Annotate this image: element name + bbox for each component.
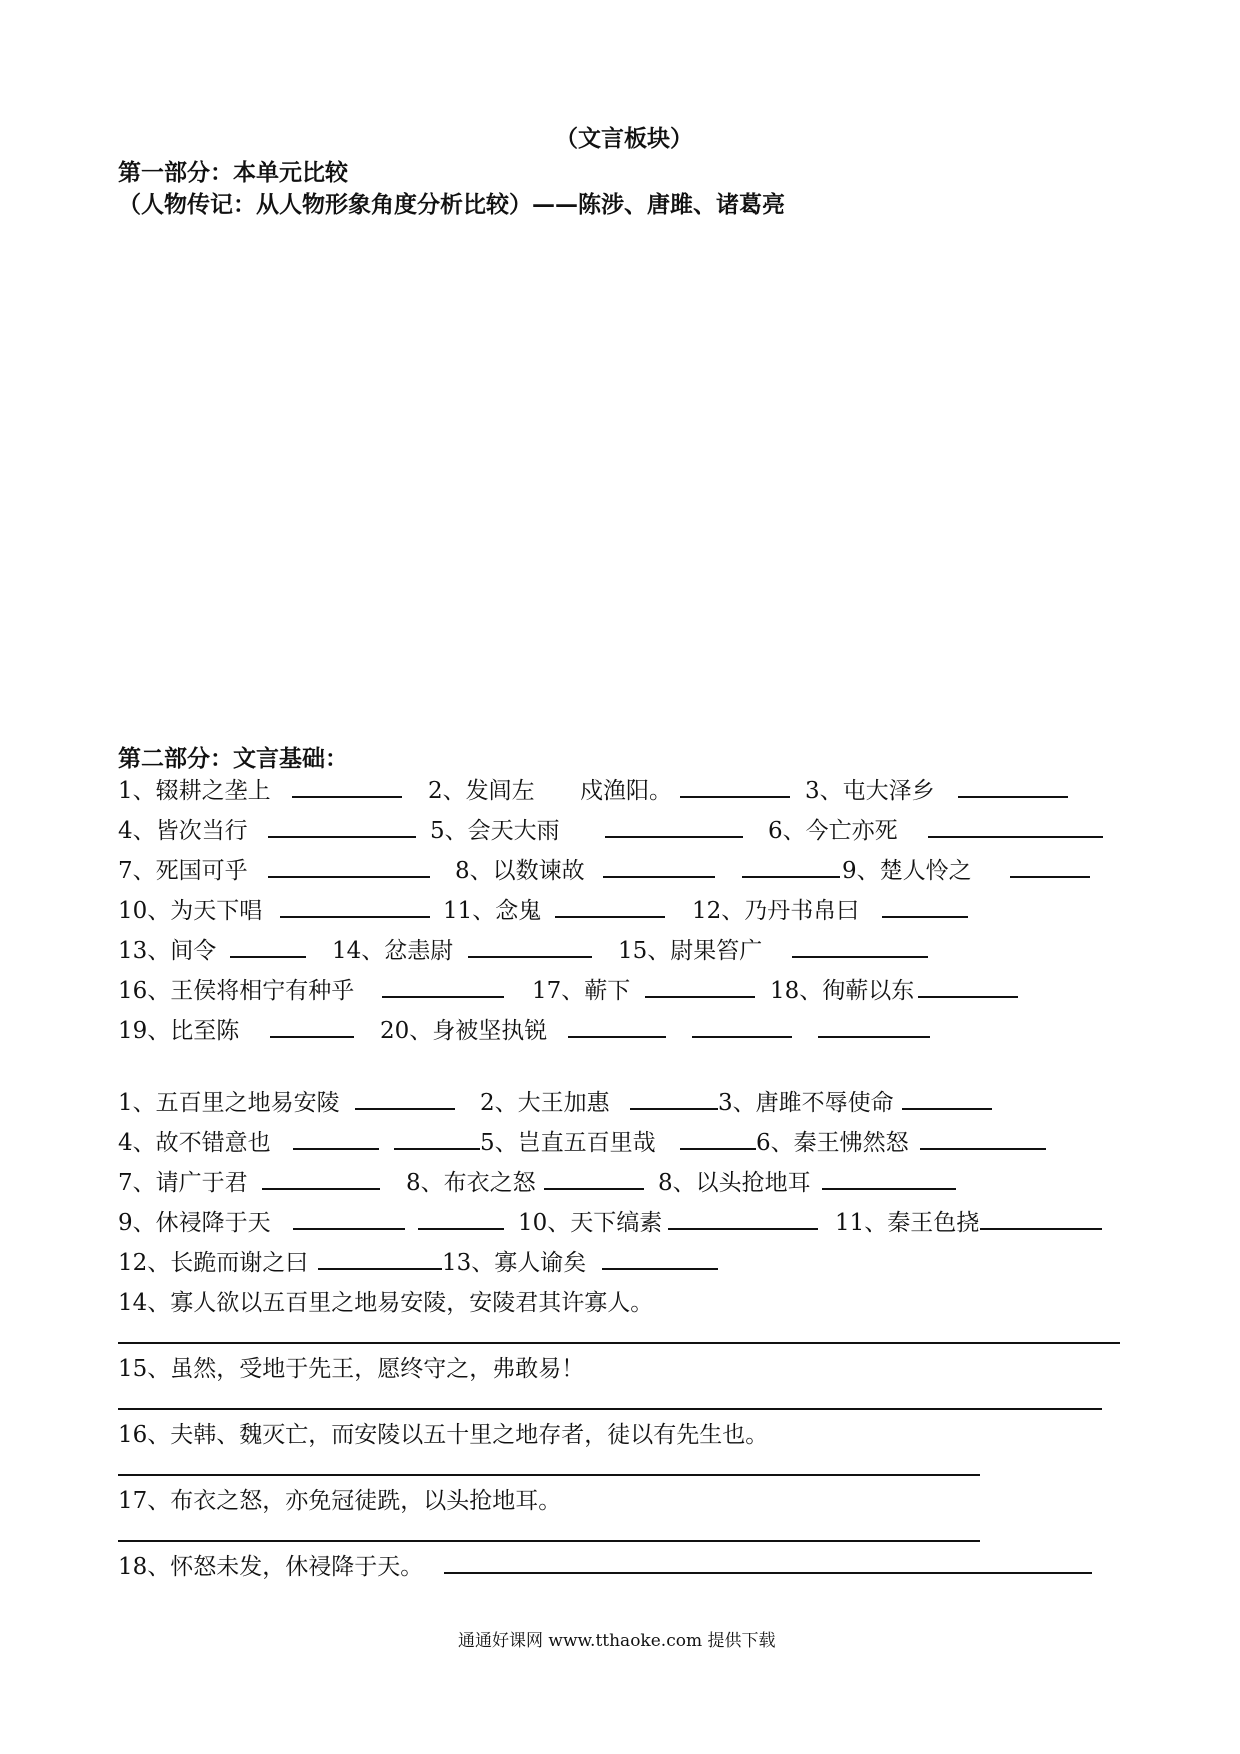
answer-blank[interactable] — [980, 1228, 1102, 1230]
answer-blank[interactable] — [668, 1228, 818, 1230]
answer-blank[interactable] — [568, 1036, 666, 1038]
answer-blank[interactable] — [1010, 876, 1090, 878]
vocab-item: 18、徇蕲以东 — [770, 978, 915, 1004]
vocab-item: 4、皆次当行 — [118, 818, 248, 844]
vocab-item: 10、天下缟素 — [518, 1210, 663, 1236]
vocab-item: 5、岂直五百里哉 — [480, 1130, 656, 1156]
footer-text: 通通好课网 www.tthaoke.com 提供下载 — [458, 1631, 776, 1651]
vocab-item: 11、念鬼 — [443, 898, 542, 924]
answer-blank[interactable] — [318, 1268, 442, 1270]
vocab-item: 3、唐雎不辱使命 — [718, 1090, 894, 1116]
translation-item: 14、寡人欲以五百里之地易安陵，安陵君其许寡人。 — [118, 1290, 654, 1316]
vocab-item: 1、辍耕之垄上 — [118, 778, 271, 804]
vocab-item: 8、以数谏故 — [455, 858, 585, 884]
vocab-item: 5、会天大雨 — [430, 818, 560, 844]
answer-blank[interactable] — [680, 1148, 756, 1150]
vocab-item: 戍渔阳。 — [580, 778, 672, 804]
vocab-item: 9、休祲降于天 — [118, 1210, 271, 1236]
vocab-item: 15、尉果笞广 — [618, 938, 763, 964]
answer-blank[interactable] — [292, 796, 402, 798]
answer-blank[interactable] — [630, 1108, 718, 1110]
vocab-item: 17、蕲下 — [532, 978, 631, 1004]
answer-blank[interactable] — [882, 916, 968, 918]
answer-blank[interactable] — [394, 1148, 480, 1150]
vocab-item: 8、布衣之怒 — [406, 1170, 536, 1196]
answer-blank[interactable] — [742, 876, 840, 878]
vocab-item: 2、大王加惠 — [480, 1090, 610, 1116]
answer-blank[interactable] — [605, 836, 743, 838]
vocab-item: 2、发闾左 — [428, 778, 535, 804]
answer-blank[interactable] — [262, 1188, 380, 1190]
vocab-item: 9、楚人怜之 — [842, 858, 972, 884]
translation-item: 17、布衣之怒，亦免冠徒跣，以头抢地耳。 — [118, 1488, 562, 1514]
vocab-item: 3、屯大泽乡 — [805, 778, 935, 804]
answer-blank[interactable] — [555, 916, 665, 918]
vocab-item: 13、寡人谕矣 — [442, 1250, 587, 1276]
answer-blank[interactable] — [818, 1036, 930, 1038]
translation-blank[interactable] — [118, 1408, 1102, 1410]
answer-blank[interactable] — [230, 956, 306, 958]
translation-item: 18、怀怒未发，休祲降于天。 — [118, 1554, 424, 1580]
translation-blank[interactable] — [444, 1572, 1092, 1574]
answer-blank[interactable] — [603, 876, 715, 878]
vocab-item: 13、间令 — [118, 938, 217, 964]
answer-blank[interactable] — [920, 1148, 1046, 1150]
answer-blank[interactable] — [544, 1188, 644, 1190]
translation-blank[interactable] — [118, 1540, 980, 1542]
vocab-item: 10、为天下唱 — [118, 898, 263, 924]
translation-item: 16、夫韩、魏灭亡，而安陵以五十里之地存者，徒以有先生也。 — [118, 1422, 769, 1448]
vocab-item: 4、故不错意也 — [118, 1130, 271, 1156]
vocab-item: 6、秦王怫然怒 — [756, 1130, 909, 1156]
answer-blank[interactable] — [468, 956, 592, 958]
answer-blank[interactable] — [270, 1036, 354, 1038]
answer-blank[interactable] — [680, 796, 790, 798]
vocab-item: 20、身被坚执锐 — [380, 1018, 548, 1044]
answer-blank[interactable] — [902, 1108, 992, 1110]
part2-heading: 第二部分：文言基础： — [118, 745, 348, 772]
vocab-item: 12、乃丹书帛曰 — [692, 898, 860, 924]
part1-heading: 第一部分：本单元比较 — [118, 159, 348, 186]
answer-blank[interactable] — [355, 1108, 455, 1110]
section-title: （文言板块） — [555, 125, 693, 152]
vocab-item: 14、忿恚尉 — [332, 938, 454, 964]
vocab-item: 8、以头抢地耳 — [658, 1170, 811, 1196]
part1-subheading: （人物传记：从人物形象角度分析比较）——陈涉、唐雎、诸葛亮 — [118, 191, 785, 218]
answer-blank[interactable] — [692, 1036, 792, 1038]
translation-item: 15、虽然，受地于先王，愿终守之，弗敢易！ — [118, 1356, 585, 1382]
answer-blank[interactable] — [418, 1228, 504, 1230]
answer-blank[interactable] — [822, 1188, 956, 1190]
answer-blank[interactable] — [928, 836, 1103, 838]
answer-blank[interactable] — [602, 1268, 718, 1270]
answer-blank[interactable] — [280, 916, 430, 918]
vocab-item: 19、比至陈 — [118, 1018, 240, 1044]
answer-blank[interactable] — [268, 876, 430, 878]
answer-blank[interactable] — [268, 836, 416, 838]
vocab-item: 12、长跪而谢之曰 — [118, 1250, 309, 1276]
answer-blank[interactable] — [918, 996, 1018, 998]
vocab-item: 7、死国可乎 — [118, 858, 248, 884]
answer-blank[interactable] — [293, 1148, 379, 1150]
translation-blank[interactable] — [118, 1342, 1120, 1344]
answer-blank[interactable] — [382, 996, 504, 998]
answer-blank[interactable] — [645, 996, 755, 998]
translation-blank[interactable] — [118, 1474, 980, 1476]
vocab-item: 16、王侯将相宁有种乎 — [118, 978, 355, 1004]
vocab-item: 6、今亡亦死 — [768, 818, 898, 844]
answer-blank[interactable] — [293, 1228, 405, 1230]
vocab-item: 1、五百里之地易安陵 — [118, 1090, 340, 1116]
answer-blank[interactable] — [792, 956, 928, 958]
answer-blank[interactable] — [958, 796, 1068, 798]
vocab-item: 7、请广于君 — [118, 1170, 248, 1196]
vocab-item: 11、秦王色挠 — [835, 1210, 980, 1236]
